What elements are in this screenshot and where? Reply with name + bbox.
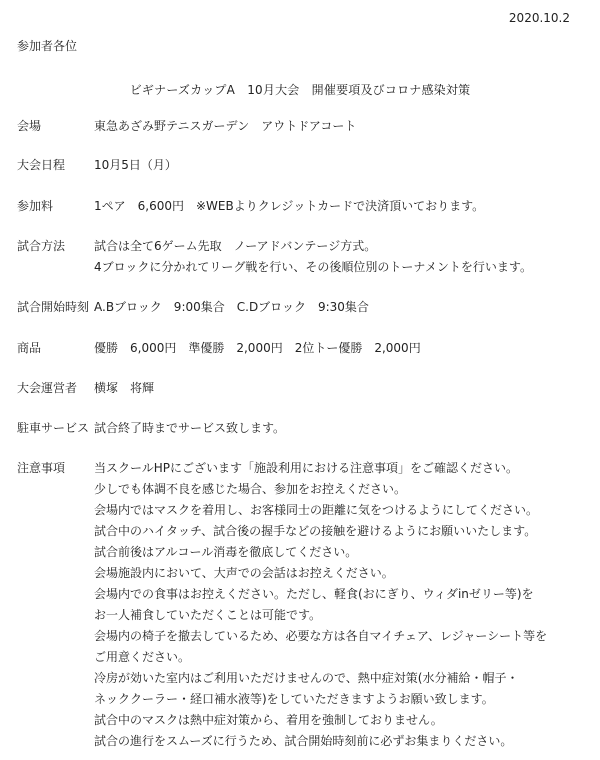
notes-line: 試合の進行をスムーズに行うため、試合開始時刻前に必ずお集まりください。 [94, 734, 513, 748]
organizer-label: 大会運営者 [17, 381, 78, 395]
notes-line: 当スクールHPにございます「施設利用における注意事項」をご確認ください。 [94, 461, 519, 475]
organizer-value: 横塚 将輝 [94, 381, 155, 395]
parking-label: 駐車サービス [17, 421, 90, 435]
format-line-2: 4ブロックに分かれてリーグ戦を行い、その後順位別のトーナメントを行います。 [94, 260, 532, 274]
notes-line: 冷房が効いた室内はご利用いただけませんので、熱中症対策(水分補給・帽子・ [94, 671, 519, 685]
notes-label: 注意事項 [17, 461, 66, 475]
parking-value: 試合終了時までサービス致します。 [94, 421, 286, 435]
prizes-value: 優勝 6,000円 準優勝 2,000円 2位トー優勝 2,000円 [94, 341, 421, 355]
notes-line: 試合中のマスクは熱中症対策から、着用を強制しておりません。 [94, 713, 443, 727]
notes-line: 会場内の椅子を撤去しているため、必要な方は各自マイチェア、レジャーシート等を [94, 629, 548, 643]
format-line-1: 試合は全て6ゲーム先取 ノーアドバンテージ方式。 [94, 239, 377, 253]
fee-value: 1ペア 6,600円 ※WEBよりクレジットカードで決済頂いております。 [94, 199, 485, 213]
document-date: 2020.10.2 [508, 11, 570, 25]
notes-line: お一人補食していただくことは可能です。 [94, 608, 322, 622]
schedule-label: 大会日程 [17, 158, 66, 172]
venue-value: 東急あざみ野テニスガーデン アウトドアコート [94, 119, 357, 133]
start-time-value: A.Bブロック 9:00集合 C.Dブロック 9:30集合 [94, 300, 369, 314]
format-value [94, 236, 532, 278]
notes-line: 試合前後はアルコール消毒を徹底してください。 [94, 545, 358, 559]
notes-line: 少しでも体調不良を感じた場合、参加をお控えください。 [94, 482, 407, 496]
fee-label: 参加料 [17, 199, 54, 213]
document-title: ビギナーズカップA 10月大会 開催要項及びコロナ感染対策 [129, 83, 471, 97]
notes-line: ネッククーラー・経口補水液等)をしていただきますようお願い致します。 [94, 692, 494, 706]
notes-line: 会場内での食事はお控えください。ただし、軽食(おにぎり、ウィダinゼリー等)を [94, 587, 534, 601]
notes-line: 会場内ではマスクを着用し、お客様同士の距離に気をつけるようにしてください。 [94, 503, 539, 517]
schedule-value: 10月5日（月） [94, 158, 177, 172]
venue-label: 会場 [17, 119, 42, 133]
notes-list [94, 458, 584, 752]
notes-line: 試合中のハイタッチ、試合後の握手などの接触を避けるようにお願いいたします。 [94, 524, 537, 538]
start-time-label: 試合開始時刻 [17, 300, 90, 314]
recipient-line: 参加者各位 [17, 39, 78, 53]
notes-line: ご用意ください。 [94, 650, 191, 664]
format-label: 試合方法 [17, 239, 66, 253]
prizes-label: 商品 [17, 341, 42, 355]
notes-line: 会場施設内において、大声での会話はお控えください。 [94, 566, 394, 580]
